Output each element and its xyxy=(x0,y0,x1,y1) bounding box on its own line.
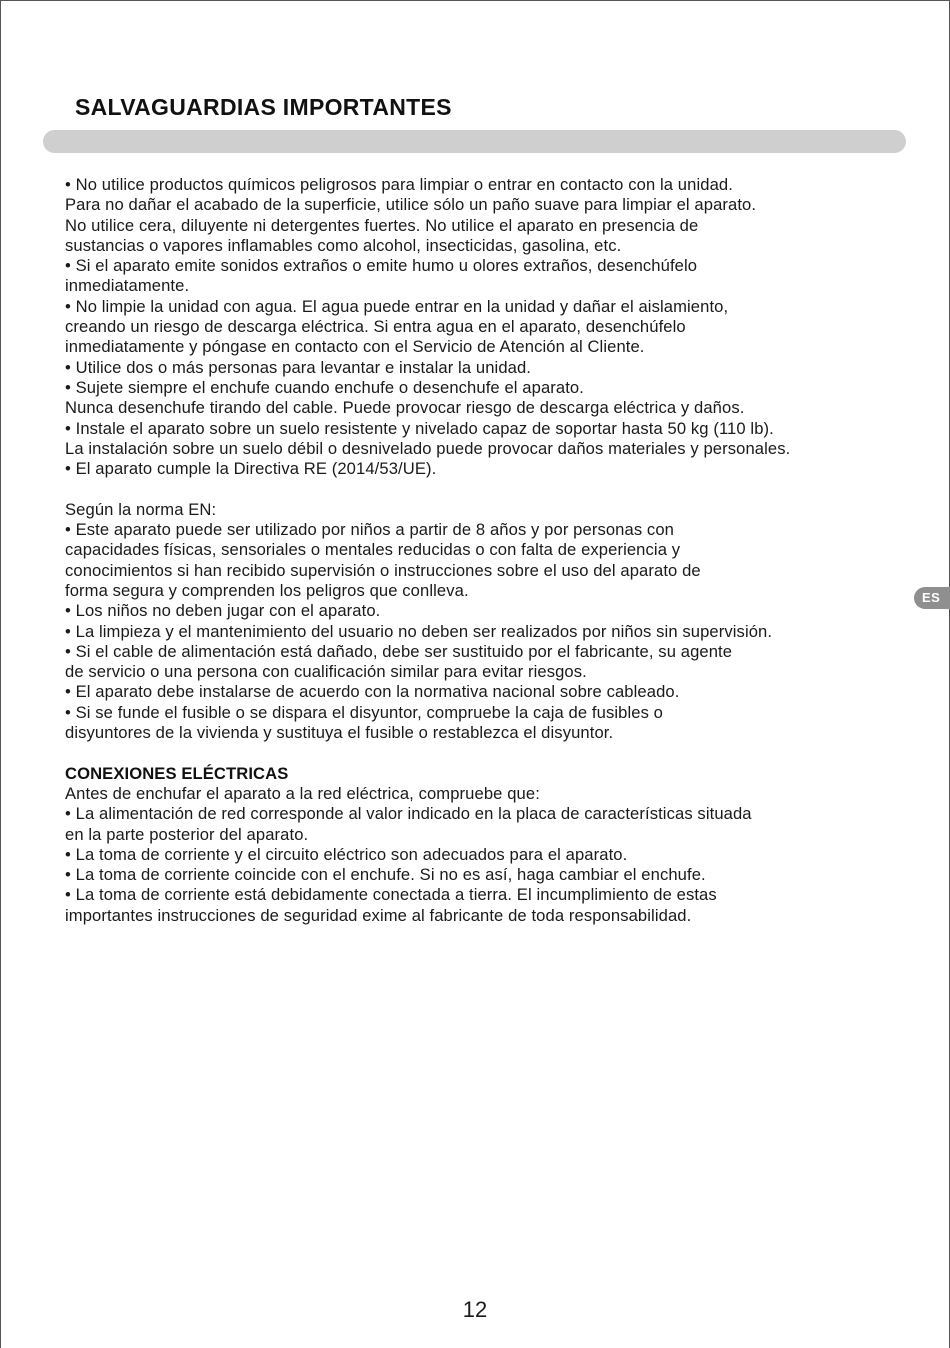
text-line: • La toma de corriente coincide con el enchufe. Si no es así, haga cambiar el enchufe. xyxy=(65,865,706,885)
text-line: • La toma de corriente está debidamente conectada a tierra. El incumplimiento de estas xyxy=(65,885,717,905)
spacer xyxy=(65,479,925,499)
text-line: • Si el aparato emite sonidos extraños o emite humo u olores extraños, desenchúfelo xyxy=(65,256,698,276)
text-line: de servicio o una persona con cualificación similar para evitar riesgos. xyxy=(65,662,587,682)
text-line: conocimientos si han recibido supervisión o instrucciones sobre el uso del aparato de xyxy=(65,560,701,580)
text-line: capacidades físicas, sensoriales o mentales reducidas o con falta de experiencia y xyxy=(65,540,681,560)
page-border-top xyxy=(0,0,950,1)
document-body xyxy=(65,175,925,926)
page-border-left xyxy=(0,0,1,1348)
text-line: • No limpie la unidad con agua. El agua puede entrar en la unidad y dañar el aislamiento, xyxy=(65,296,729,316)
text-line: • La limpieza y el mantenimiento del usuario no deben ser realizados por niños sin supervisión. xyxy=(65,621,773,641)
section-en-standard xyxy=(65,500,925,744)
text-line: • El aparato debe instalarse de acuerdo con la normativa nacional sobre cableado. xyxy=(65,682,680,702)
text-line: • Los niños no deben jugar con el aparato. xyxy=(65,601,381,621)
text-line: • La toma de corriente y el circuito eléctrico son adecuados para el aparato. xyxy=(65,844,628,864)
text-line: No utilice cera, diluyente ni detergentes fuertes. No utilice el aparato en presencia de xyxy=(65,215,699,235)
section-heading: CONEXIONES ELÉCTRICAS xyxy=(65,763,289,783)
text-line: • Si el cable de alimentación está dañado, debe ser sustituido por el fabricante, su agente xyxy=(65,641,733,661)
text-line: Para no dañar el acabado de la superficie, utilice sólo un paño suave para limpiar el aparato. xyxy=(65,195,757,215)
page-number: 12 xyxy=(462,1297,488,1322)
language-tab: ES xyxy=(914,587,950,609)
text-line: • Utilice dos o más personas para levantar e instalar la unidad. xyxy=(65,357,532,377)
text-line: disyuntores de la vivienda y sustituya el fusible o restablezca el disyuntor. xyxy=(65,723,614,743)
spacer xyxy=(65,743,925,763)
text-line: • Este aparato puede ser utilizado por niños a partir de 8 años y por personas con xyxy=(65,520,674,540)
text-line: • Instale el aparato sobre un suelo resistente y nivelado capaz de soportar hasta 50 kg (110 lb). xyxy=(65,418,774,438)
text-line: Nunca desenchufe tirando del cable. Puede provocar riesgo de descarga eléctrica y daños. xyxy=(65,398,745,418)
text-line: • Si se funde el fusible o se dispara el disyuntor, compruebe la caja de fusibles o xyxy=(65,702,664,722)
text-line: en la parte posterior del aparato. xyxy=(65,824,309,844)
text-line: • El aparato cumple la Directiva RE (2014/53/UE). xyxy=(65,459,437,479)
text-line: inmediatamente. xyxy=(65,276,190,296)
title-underline-band xyxy=(43,130,906,153)
text-line: importantes instrucciones de seguridad exime al fabricante de toda responsabilidad. xyxy=(65,905,692,925)
text-line: La instalación sobre un suelo débil o desnivelado puede provocar daños materiales y personales. xyxy=(65,438,791,458)
text-line: sustancias o vapores inflamables como alcohol, insecticidas, gasolina, etc. xyxy=(65,235,622,255)
section-electrical-connections xyxy=(65,764,925,926)
text-line: Según la norma EN: xyxy=(65,499,217,519)
section-safety-general xyxy=(65,175,925,479)
text-line: • La alimentación de red corresponde al valor indicado en la placa de características situada xyxy=(65,804,752,824)
text-line: • No utilice productos químicos peligrosos para limpiar o entrar en contacto con la unidad. xyxy=(65,175,733,194)
text-line: Antes de enchufar el aparato a la red eléctrica, compruebe que: xyxy=(65,783,540,803)
page-title: SALVAGUARDIAS IMPORTANTES xyxy=(75,94,452,120)
text-line: • Sujete siempre el enchufe cuando enchufe o desenchufe el aparato. xyxy=(65,377,584,397)
text-line: forma segura y comprenden los peligros que conlleva. xyxy=(65,580,469,600)
text-line: creando un riesgo de descarga eléctrica. Si entra agua en el aparato, desenchúfelo xyxy=(65,317,686,337)
text-line: inmediatamente y póngase en contacto con el Servicio de Atención al Cliente. xyxy=(65,337,645,357)
